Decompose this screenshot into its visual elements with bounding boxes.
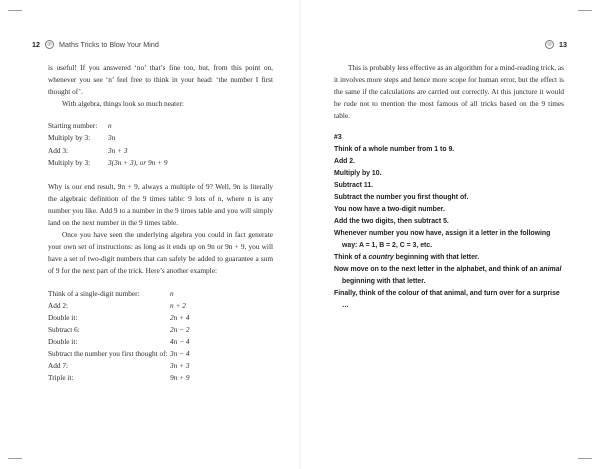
trick-line: Add the two digits, then subtract 5. xyxy=(334,218,449,226)
trick-line: Subtract 11. xyxy=(334,182,374,190)
left-running-head xyxy=(32,40,159,49)
right-page-number: 13 xyxy=(559,40,567,49)
right-text-column xyxy=(334,62,564,312)
trick-line-country: Think of a country beginning with that letter. xyxy=(334,254,480,262)
left-paragraph-3: Why is our end result, 9n + 9, always a multiple of 9? Well, 9n is literally the algebraic definition of the 9 times table: 9 lots of n, where n is any number you like. Add 9 to a number in the 9 times table and you will simply land on the next number in the 9 times table. xyxy=(48,181,273,228)
algebra-step: Add 7: 3n + 3 xyxy=(48,361,190,371)
left-paragraph-4: Once you have seen the underlying algebra you could in fact generate your own set of instructions: as long as it ends up on 9n or 9n + 9, you will have a set of two-digit numbers that can safely be added to guarantee a sum of 9 for the next part of the trick. Here’s another example: xyxy=(48,230,273,276)
left-paragraph-1: is useful! If you answered ‘no’ that’s fine too, but, from this point on, whenever you see ‘n’ feel free to think in your head: ‘the number I first thought of’. xyxy=(48,63,273,97)
trick-line-animal: Now move on to the next letter in the alphabet, and think of an animal beginning with that letter. xyxy=(334,266,562,286)
right-page xyxy=(300,0,600,469)
trick-line: Add 2. xyxy=(334,158,356,166)
left-page-number: 12 xyxy=(32,40,40,49)
algebra-step: Triple it: 9n + 9 xyxy=(48,373,190,383)
left-text-column xyxy=(48,62,273,396)
running-title: Maths Tricks to Blow Your Mind xyxy=(59,40,159,49)
algebra-step: Add 3: 3n + 3 xyxy=(48,145,128,155)
left-paragraph-2: With algebra, things look so much neater: xyxy=(62,99,184,109)
algebra-step: Think of a single-digit number: n xyxy=(48,288,174,298)
chapter-mark-icon: ◎ xyxy=(545,40,554,49)
algebra-step: Subtract 6: 2n − 2 xyxy=(48,324,190,334)
right-paragraph-1: This is probably less effective as an algorithm for a mind-reading trick, as it involves more steps and hence more scope for human error, but the effect is the same if the calculations are carried out correctly. At this juncture it would be rude not to mention the most famous of all tricks based on the 9 times table. xyxy=(334,63,564,121)
algebra-step: Multiply by 3: 3n xyxy=(48,133,116,143)
algebra-step: Add 2: n + 2 xyxy=(48,300,186,310)
chapter-mark-icon: ◎ xyxy=(45,40,54,49)
algebra-step: Starting number: n xyxy=(48,121,112,131)
algebra-step: Double it: 4n − 4 xyxy=(48,336,190,346)
trick-3-instructions xyxy=(334,132,564,312)
trick-line: Think of a whole number from 1 to 9. xyxy=(334,146,455,154)
trick-line: You now have a two-digit number. xyxy=(334,206,445,214)
algebra-steps-2 xyxy=(48,288,273,385)
algebra-step: Subtract the number you first thought of: 3n − 4 xyxy=(48,348,190,358)
right-running-head xyxy=(545,40,567,49)
trick-line: Multiply by 10. xyxy=(334,170,382,178)
algebra-step: Multiply by 3: 3(3n + 3), or 9n + 9 xyxy=(48,157,168,167)
trick-heading: #3 xyxy=(334,134,342,142)
trick-line: Whenever number you now have, assign it a letter in the following way: A = 1, B = 2, C = 3, etc. xyxy=(334,230,551,250)
algebra-steps-1 xyxy=(48,120,273,168)
trick-line: Subtract the number you first thought of. xyxy=(334,194,469,202)
algebra-step: Double it: 2n + 4 xyxy=(48,312,190,322)
trick-line-final: Finally, think of the colour of that animal, and turn over for a surprise … xyxy=(334,290,560,310)
